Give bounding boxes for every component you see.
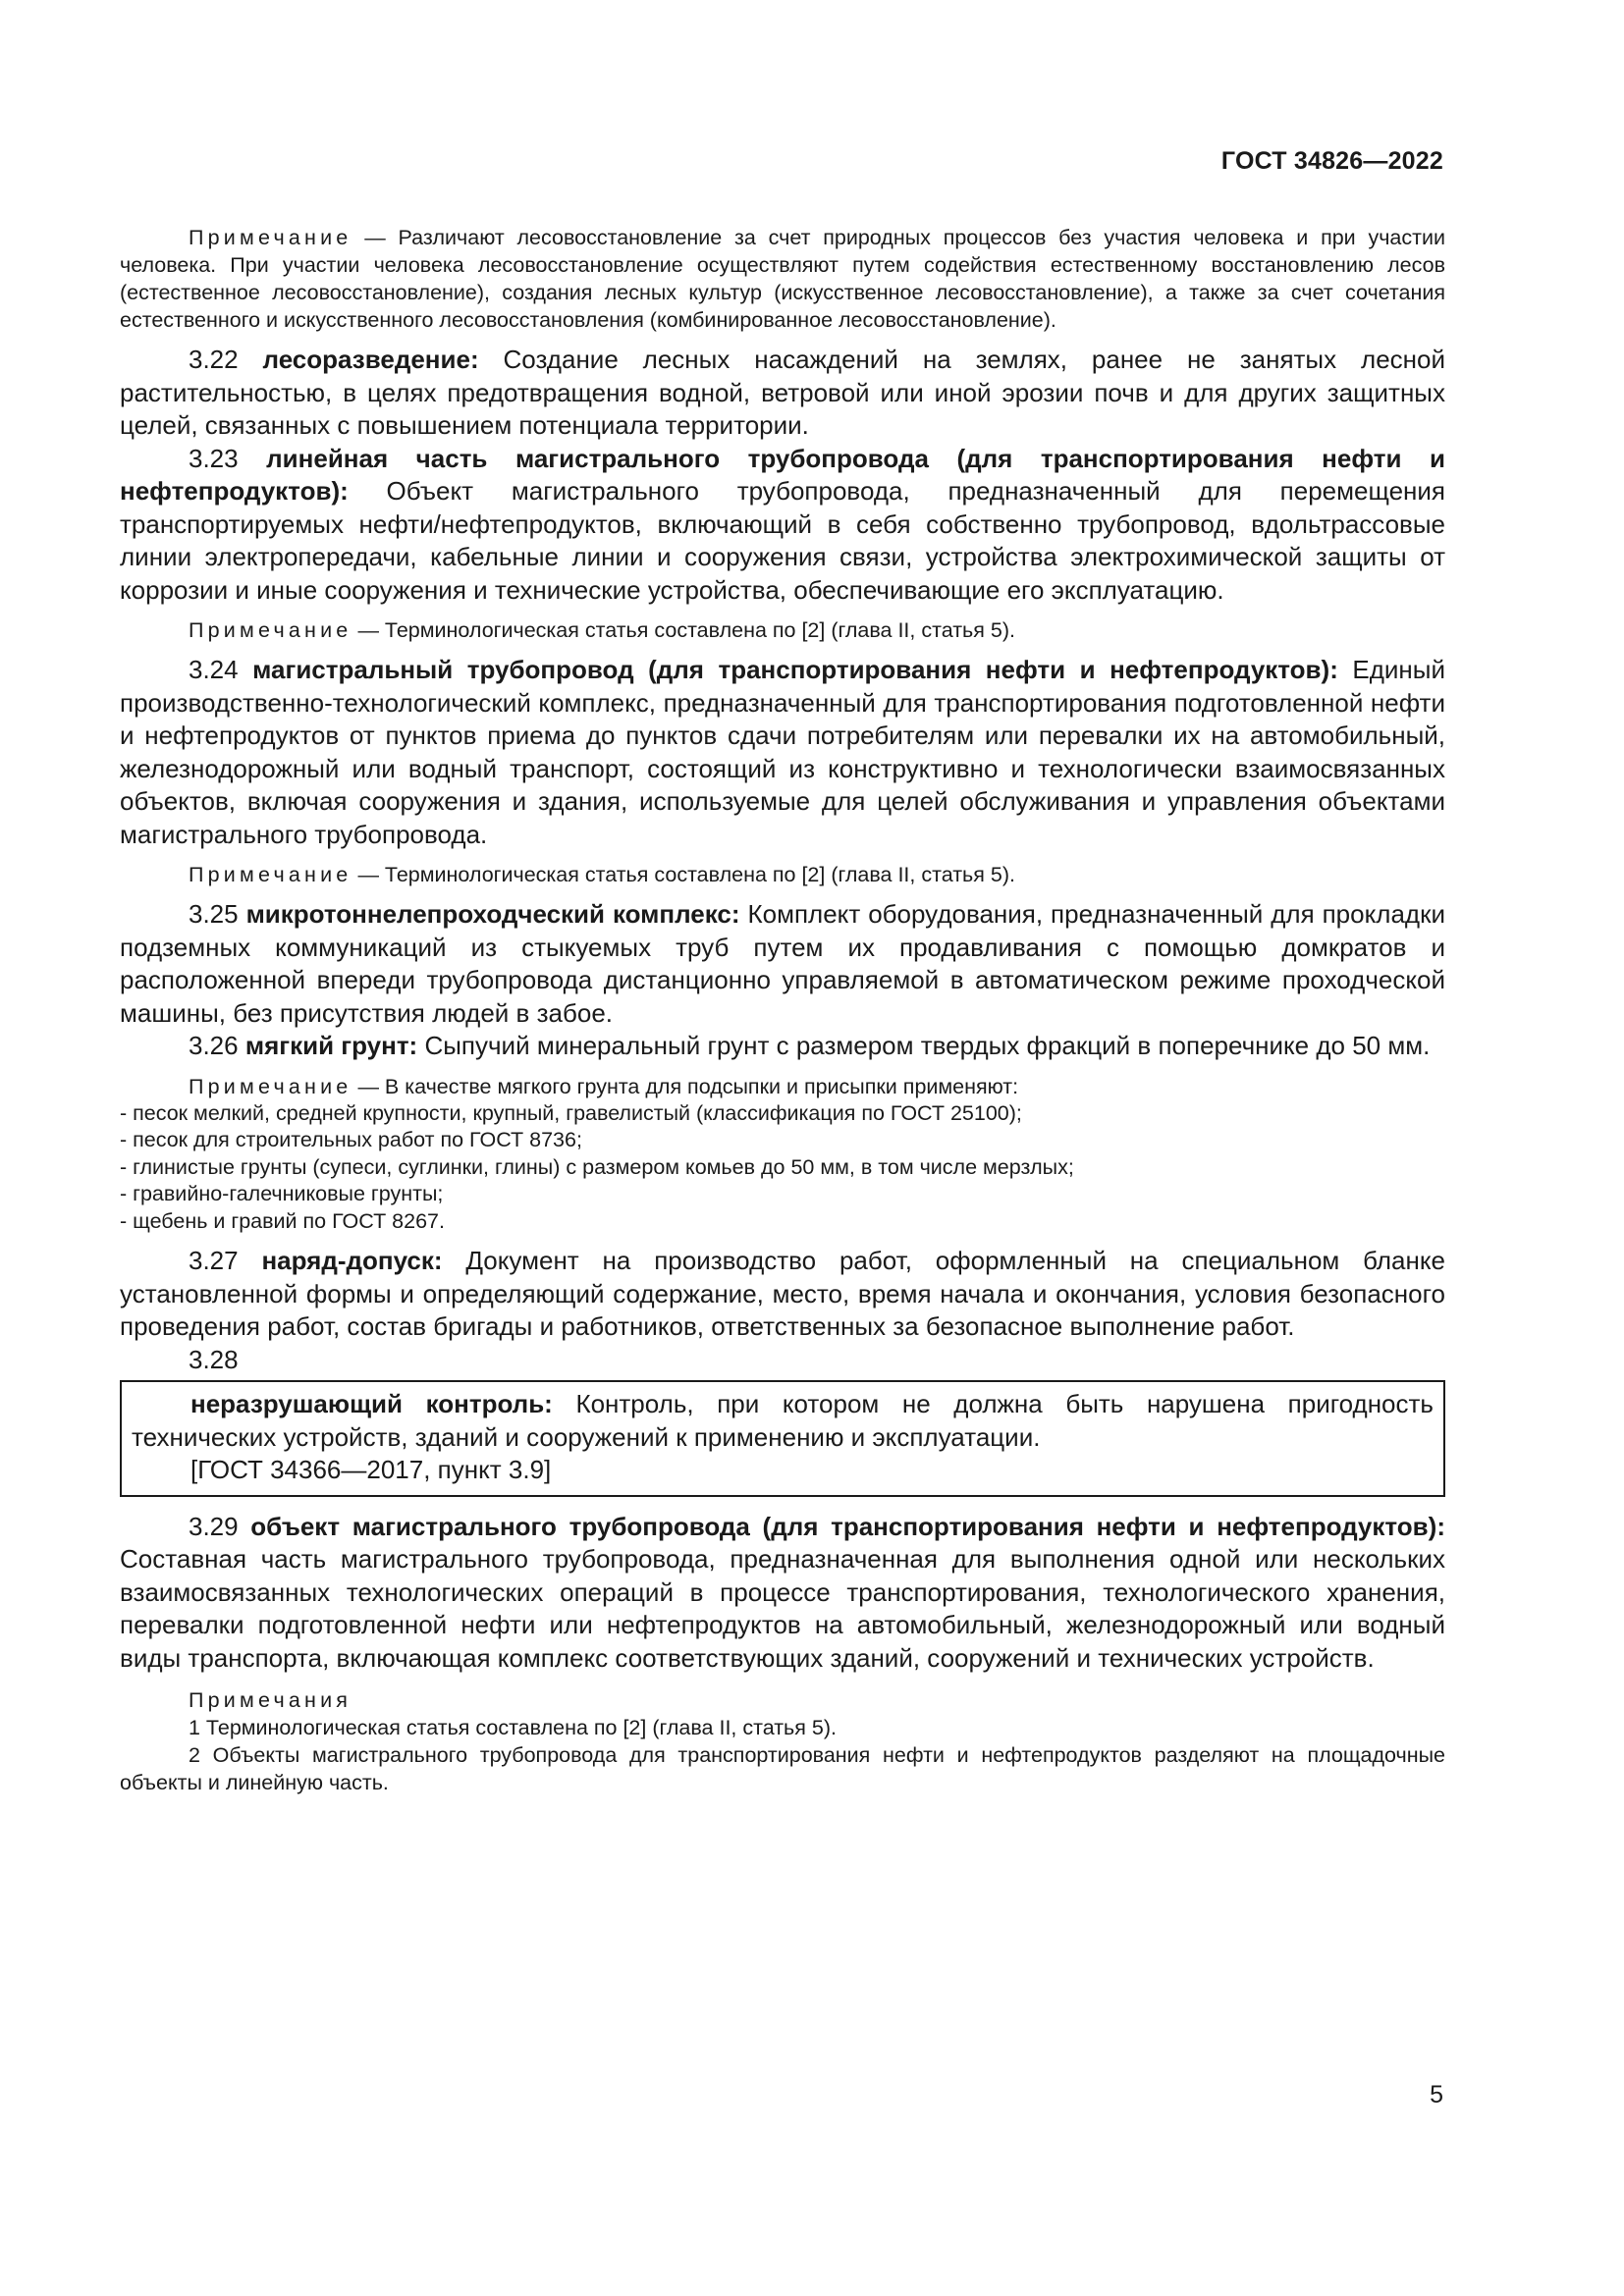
soft-soil-list (120, 1100, 1445, 1236)
term-title: мягкий грунт: (244, 1031, 418, 1060)
term-number: 3.22 (189, 345, 239, 374)
term-number: 3.26 (189, 1031, 239, 1060)
notes-label: Примечания (189, 1688, 352, 1712)
note-3-24 (120, 861, 1445, 888)
note-text: Терминологическая статья составлена по [2] (глава II, статья 5). (384, 618, 1015, 642)
term-title: магистральный трубопровод (для транспортирования нефти и нефтепродуктов): (252, 655, 1338, 684)
note-label: Примечание (189, 618, 352, 642)
term-definition: Сыпучий минеральный грунт с размером твердых фракций в поперечнике до 50 мм. (424, 1031, 1431, 1060)
term-number: 3.29 (189, 1511, 239, 1541)
term-title: лесоразведение: (262, 345, 479, 374)
term-entry-3-26 (120, 1030, 1445, 1063)
list-item: - глинистые грунты (супеси, суглинки, глины) с размером комьев до 50 мм, в том числе мерзлых; (120, 1154, 1074, 1179)
term-definition: Составная часть магистрального трубопровода, предназначенная для выполнения одной или нескольких взаимосвязанных технологических операций в процессе транспортирования, технологического хранения, перевалки подготовленной нефти или нефтепродуктов на автомобильный, железнодорожный или водный виды транспорта, включающая комплекс соответствующих зданий, сооружений и технических устройств. (120, 1544, 1445, 1673)
list-item: - гравийно-галечниковые грунты; (120, 1182, 444, 1205)
page-number: 5 (1430, 2081, 1443, 2109)
note-text: Различают лесовосстановление за счет природных процессов без участия человека и при участии человека. При участии человека лесовосстановление осуществляют путем содействия естественному восстановлению лесов (естественное лесовосстановление), создания лесных культур (искусственное лесовосстановление), а также за счет сочетания естественного и искусственного лесовосстановления (комбинированное лесовосстановление). (120, 226, 1445, 332)
term-number: 3.24 (189, 655, 239, 684)
term-title: неразрушающий контроль: (190, 1389, 553, 1418)
note-label: Примечание (189, 1074, 352, 1098)
term-number: 3.23 (189, 443, 239, 473)
page-content (120, 224, 1445, 1796)
term-definition: Объект магистрального трубопровода, предназначенный для перемещения транспортируемых нефти/нефтепродуктов, включающий в себя собственно трубопровод, вдольтрассовые линии электропередачи, кабельные линии и сооружения связи, устройства электрохимической защиты от коррозии и иные сооружения и технические устройства, обеспечивающие его эксплуатацию. (120, 476, 1445, 605)
note-text: Терминологическая статья составлена по [2] (глава II, статья 5). (384, 863, 1015, 886)
term-number: 3.25 (189, 899, 239, 929)
term-entry-3-22 (120, 344, 1445, 443)
term-entry-3-29 (120, 1511, 1445, 1676)
note-dash: — (357, 1074, 379, 1098)
note-dash: — (357, 863, 379, 886)
term-definition: Единый производственно-технологический комплекс, предназначенный для транспортирования подготовленной нефти и нефтепродуктов от пунктов приема до пунктов сдачи потребителям или перевалки их на автомобильный, железнодорожный или водный транспорт, состоящий из конструктивно и технологически взаимосвязанных объектов, включая сооружения и здания, используемые для целей обслуживания и управления объектами магистрального трубопровода. (120, 655, 1445, 849)
term-definition: Документ на производство работ, оформленный на специальном бланке установленной формы и определяющий содержание, место, время начала и окончания, условия безопасного проведения работ, состав бригады и работников, ответственных за безопасное выполнение работ. (120, 1246, 1445, 1341)
term-definition: Комплект оборудования, предназначенный для прокладки подземных коммуникаций из стыкуемых труб путем их продавливания с помощью домкратов и расположенной впереди трубопровода дистанционно управляемой в автоматическом режиме проходческой машины, без присутствия людей в забое. (120, 899, 1445, 1028)
note-label: Примечание (189, 226, 352, 249)
term-reference: [ГОСТ 34366—2017, пункт 3.9] (190, 1455, 552, 1484)
note-item-2: 2 Объекты магистрального трубопровода для транспортирования нефти и нефтепродуктов разделяют на площадочные объекты и линейную часть. (120, 1743, 1445, 1794)
boxed-term-3-28 (120, 1380, 1445, 1497)
document-code-header: ГОСТ 34826—2022 (1220, 147, 1443, 175)
term-number-3-28: 3.28 (189, 1344, 239, 1374)
list-item: - щебень и гравий по ГОСТ 8267. (120, 1208, 445, 1233)
note-dash: — (364, 226, 386, 249)
note-3-26 (120, 1073, 1445, 1100)
list-item: - песок для строительных работ по ГОСТ 8736; (120, 1128, 582, 1151)
note-dash: — (357, 618, 379, 642)
term-title: наряд-допуск: (261, 1246, 443, 1275)
term-title: микротоннелепроходческий комплекс: (245, 899, 740, 929)
note-text: В качестве мягкого грунта для подсыпки и присыпки применяют: (384, 1074, 1019, 1098)
note-3-23 (120, 616, 1445, 644)
note-lesovosstanovlenie (120, 224, 1445, 334)
term-definition: Контроль, при котором не должна быть нарушена пригодность технических устройств, зданий и сооружений к применению и эксплуатации. (132, 1389, 1434, 1452)
list-item: - песок мелкий, средней крупности, крупный, гравелистый (классификация по ГОСТ 25100); (120, 1100, 1022, 1125)
term-entry-3-28 (132, 1388, 1434, 1454)
term-entry-3-25 (120, 898, 1445, 1030)
notes-heading-3-29 (120, 1686, 1445, 1714)
term-entry-3-23 (120, 443, 1445, 608)
note-item-1: 1 Терминологическая статья составлена по [2] (глава II, статья 5). (189, 1716, 837, 1739)
term-entry-3-24 (120, 654, 1445, 851)
term-title: линейная часть магистрального трубопровода (для транспортирования нефти и нефтепродуктов): (120, 443, 1445, 506)
term-number: 3.27 (189, 1246, 239, 1275)
term-entry-3-27 (120, 1245, 1445, 1344)
note-label: Примечание (189, 863, 352, 886)
term-definition: Создание лесных насаждений на землях, ранее не занятых лесной растительностью, в целях предотвращения водной, ветровой или иной эрозии почв и для других защитных целей, связанных с повышением потенциала территории. (120, 345, 1445, 440)
term-title: объект магистрального трубопровода (для транспортирования нефти и нефтепродуктов): (250, 1511, 1445, 1541)
